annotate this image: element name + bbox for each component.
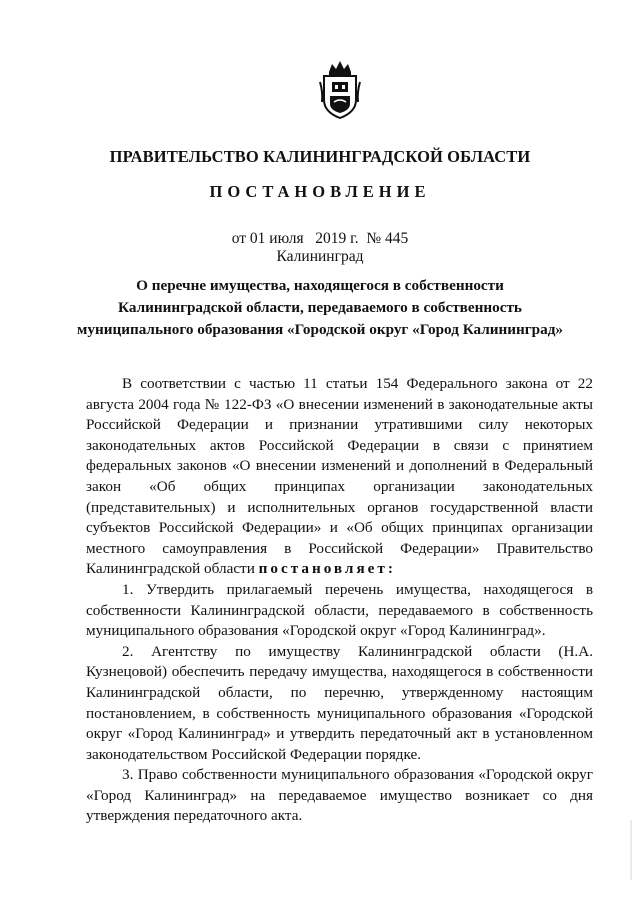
item-2-paragraph: 2. Агентству по имуществу Калининградской области (Н.А. Кузнецовой) обеспечить передачу имущества, находящегося в собственности Калининградской области, по перечню, утвержденному настоящим постановлением, в собственность муниципального образования «Городской округ «Город Калининград» и утвердить передаточный акт в установленном законодательством Российской Федерации порядке. xyxy=(86,642,593,763)
item-1-paragraph: 1. Утвердить прилагаемый перечень имущества, находящегося в собственности Калининградской области, передаваемого в собственность муниципального образования «Городской округ «Город Калининград». xyxy=(86,580,593,640)
document-body xyxy=(86,374,593,827)
subject-line: О перечне имущества, находящегося в собственности xyxy=(136,277,504,294)
subject-line: муниципального образования «Городской округ «Город Калининград» xyxy=(77,321,563,338)
document-subject xyxy=(60,275,580,341)
subject-line: Калининградской области, передаваемого в собственность xyxy=(118,299,522,316)
coat-of-arms-icon xyxy=(317,58,363,120)
city: Калининград xyxy=(276,248,364,265)
document-type: ПОСТАНОВЛЕНИЕ xyxy=(209,182,431,201)
organization-title: ПРАВИТЕЛЬСТВО КАЛИНИНГРАДСКОЙ ОБЛАСТИ xyxy=(109,147,531,166)
preamble-paragraph xyxy=(86,374,593,580)
item-3-paragraph: 3. Право собственности муниципального образования «Городской округ «Город Калининград» на передаваемое имущество возникает со дня утверждения передаточного акта. xyxy=(86,766,593,825)
decree-word: постановляет: xyxy=(258,560,396,578)
date-and-number: от 01 июля 2019 г. № 445 xyxy=(231,230,409,247)
scan-edge-artifact xyxy=(630,820,632,880)
preamble-text: В соответствии с частью 11 статьи 154 Федерального закона от 22 августа 2004 года № 122-ФЗ «О внесении изменений в законодательные акты Российской Федерации и признании утратившими силу некоторых законодательных актов Российской Федерации в связи с принятием федеральных законов «О внесении изменений и дополнений в Федеральный закон «Об общих принципах организации законодательных (представительных) и исполнительных органов государственной власти субъектов Российской Федерации» и «Об общих принципах организации местного самоуправления в Российской Федерации» Правительство Калининградской области xyxy=(86,375,593,578)
